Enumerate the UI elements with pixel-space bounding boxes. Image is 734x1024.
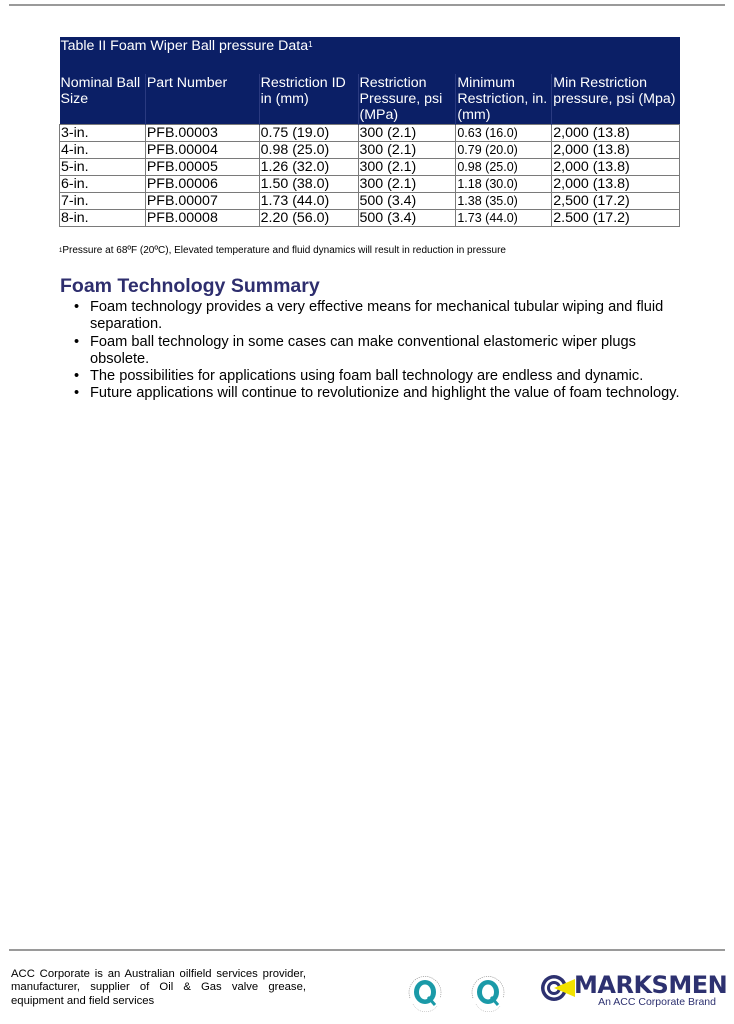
- footnote-mark: 1: [59, 248, 63, 254]
- table-cell: 2.500 (17.2): [552, 210, 680, 227]
- table-cell: 1.50 (38.0): [259, 176, 358, 193]
- table-row: [60, 142, 680, 159]
- summary-bullet: [74, 333, 690, 369]
- bullet-icon: •: [74, 299, 80, 315]
- table-cell: 300 (2.1): [358, 159, 456, 176]
- section-heading: Foam Technology Summary: [60, 275, 320, 297]
- table-row: [60, 210, 680, 227]
- table-cell: 2,500 (17.2): [552, 193, 680, 210]
- table-footnote: [59, 245, 506, 257]
- table-title: Table II Foam Wiper Ball pressure Data$^1$: [60, 37, 680, 74]
- header-rule: [9, 4, 725, 6]
- foam-wiper-ball-pressure-table: [59, 37, 680, 227]
- table-cell: 2,000 (13.8): [552, 159, 680, 176]
- footer-company-description: ACC Corporate is an Australian oilfield services provider, manufacturer, supplier of Oil & Gas valve grease, equipment and field services: [11, 968, 306, 1007]
- column-header: Nominal Ball Size: [60, 74, 146, 125]
- summary-bullet: [74, 368, 690, 385]
- table-cell: PFB.00006: [145, 176, 259, 193]
- bullet-icon: •: [74, 333, 80, 350]
- table-cell: PFB.00007: [145, 193, 259, 210]
- bullet-text: Foam ball technology in some cases can make conventional elastomeric wiper plugs obsolete.: [90, 333, 636, 367]
- bullet-icon: •: [74, 385, 80, 402]
- iso-45001-badge-icon: [467, 968, 509, 1012]
- table-cell: 0.63 (16.0): [456, 125, 552, 142]
- table-cell: 5-in.: [60, 159, 146, 176]
- table-cell: 0.79 (20.0): [456, 142, 552, 159]
- table-cell: 1.73 (44.0): [259, 193, 358, 210]
- table-cell: 0.75 (19.0): [259, 125, 358, 142]
- table-cell: 300 (2.1): [358, 142, 456, 159]
- column-header: Restriction Pressure, psi (MPa): [358, 74, 456, 125]
- logo-wordmark: MARKSMEN: [574, 971, 728, 999]
- bullet-text: Foam technology provides a very effective means for mechanical tubular wiping and fluid separation.: [90, 299, 664, 333]
- table-cell: 3-in.: [60, 125, 146, 142]
- table-cell: 500 (3.4): [358, 210, 456, 227]
- summary-bullet: [74, 299, 690, 334]
- table-cell: PFB.00005: [145, 159, 259, 176]
- summary-bullet-list: [74, 299, 690, 403]
- column-header: Minimum Restriction, in. (mm): [456, 74, 552, 125]
- table-cell: 6-in.: [60, 176, 146, 193]
- table-cell: 8-in.: [60, 210, 146, 227]
- table-row: [60, 193, 680, 210]
- table-cell: 2.20 (56.0): [259, 210, 358, 227]
- table-cell: 0.98 (25.0): [259, 142, 358, 159]
- marksmen-target-icon: [540, 974, 576, 1004]
- table-cell: PFB.00003: [145, 125, 259, 142]
- table-row: [60, 159, 680, 176]
- iso-9001-badge-icon: [404, 968, 446, 1012]
- bullet-text: Future applications will continue to revolutionize and highlight the value of foam technology.: [90, 385, 680, 402]
- table-row: [60, 125, 680, 142]
- bullet-text: The possibilities for applications using foam ball technology are endless and dynamic.: [90, 368, 644, 385]
- footnote-mark: 1: [308, 40, 313, 49]
- column-header: Min Restriction pressure, psi (Mpa): [552, 74, 680, 125]
- table-cell: 4-in.: [60, 142, 146, 159]
- table-cell: 1.38 (35.0): [456, 193, 552, 210]
- table-cell: 2,000 (13.8): [552, 125, 680, 142]
- table-cell: 500 (3.4): [358, 193, 456, 210]
- table-cell: PFB.00008: [145, 210, 259, 227]
- footnote-text: Pressure at 68ºF (20ºC), Elevated temperature and fluid dynamics will result in reduction in pressure: [62, 245, 506, 256]
- table-cell: 7-in.: [60, 193, 146, 210]
- table-cell: 2,000 (13.8): [552, 176, 680, 193]
- logo-tagline: An ACC Corporate Brand: [598, 996, 716, 1008]
- table-cell: 2,000 (13.8): [552, 142, 680, 159]
- summary-bullet: [74, 385, 690, 402]
- column-header: Restriction ID in (mm): [259, 74, 358, 125]
- bullet-icon: •: [74, 368, 80, 385]
- table-cell: 1.18 (30.0): [456, 176, 552, 193]
- table-cell: 1.26 (32.0): [259, 159, 358, 176]
- table-row: [60, 176, 680, 193]
- marksmen-logo: [540, 971, 728, 1010]
- footer-rule: [9, 949, 725, 951]
- table-cell: 300 (2.1): [358, 125, 456, 142]
- table-cell: 0.98 (25.0): [456, 159, 552, 176]
- table-cell: 300 (2.1): [358, 176, 456, 193]
- table-cell: 1.73 (44.0): [456, 210, 552, 227]
- table-cell: PFB.00004: [145, 142, 259, 159]
- column-header: Part Number: [145, 74, 259, 125]
